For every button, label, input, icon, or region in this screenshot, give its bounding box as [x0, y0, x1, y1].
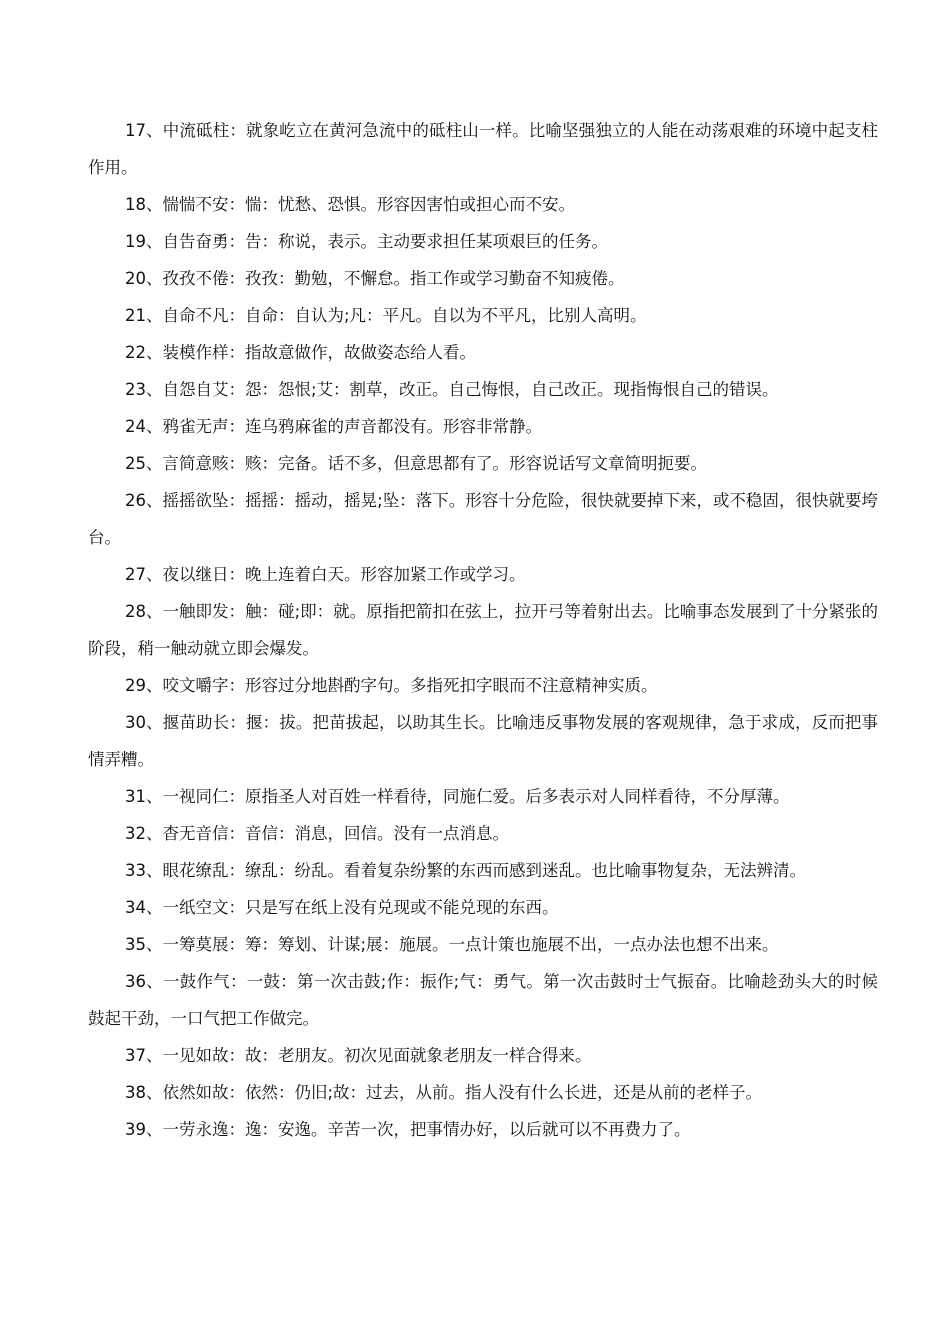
idiom-entry-36: 36、一鼓作气：一鼓：第一次击鼓;作：振作;气：勇气。第一次击鼓时士气振奋。比喻趁劲头大的时候鼓起干劲，一口气把工作做完。	[88, 972, 878, 1028]
idiom-entry-22: 22、装模作样：指故意做作，故做姿态给人看。	[125, 343, 476, 362]
idiom-entry-33: 33、眼花缭乱：缭乱：纷乱。看着复杂纷繁的东西而感到迷乱。也比喻事物复杂，无法辨清。	[125, 861, 806, 880]
idiom-list	[88, 112, 878, 1148]
idiom-entry-37: 37、一见如故：故：老朋友。初次见面就象老朋友一样合得来。	[125, 1046, 592, 1065]
idiom-entry-17: 17、中流砥柱：就象屹立在黄河急流中的砥柱山一样。比喻坚强独立的人能在动荡艰难的环境中起支柱作用。	[88, 121, 878, 177]
idiom-entry-29: 29、咬文嚼字：形容过分地斟酌字句。多指死扣字眼而不注意精神实质。	[125, 676, 658, 695]
idiom-entry-28: 28、一触即发：触：碰;即：就。原指把箭扣在弦上，拉开弓等着射出去。比喻事态发展到了十分紧张的阶段，稍一触动就立即会爆发。	[88, 602, 878, 658]
idiom-entry-31: 31、一视同仁：原指圣人对百姓一样看待，同施仁爱。后多表示对人同样看待，不分厚薄。	[125, 787, 790, 806]
idiom-entry-26: 26、摇摇欲坠：摇摇：摇动，摇晃;坠：落下。形容十分危险，很快就要掉下来，或不稳固，很快就要垮台。	[88, 491, 878, 547]
idiom-entry-21: 21、自命不凡：自命：自认为;凡：平凡。自以为不平凡，比别人高明。	[125, 306, 647, 325]
idiom-entry-30: 30、揠苗助长：揠：拔。把苗拔起，以助其生长。比喻违反事物发展的客观规律，急于求成，反而把事情弄糟。	[88, 713, 878, 769]
idiom-entry-23: 23、自怨自艾：怨：怨恨;艾：割草，改正。自己悔恨，自己改正。现指悔恨自己的错误。	[125, 380, 779, 399]
idiom-entry-19: 19、自告奋勇：告：称说，表示。主动要求担任某项艰巨的任务。	[125, 232, 608, 251]
idiom-entry-27: 27、夜以继日：晚上连着白天。形容加紧工作或学习。	[125, 565, 526, 584]
idiom-entry-32: 32、杳无音信：音信：消息，回信。没有一点消息。	[125, 824, 509, 843]
idiom-entry-20: 20、孜孜不倦：孜孜：勤勉，不懈怠。指工作或学习勤奋不知疲倦。	[125, 269, 625, 288]
idiom-entry-18: 18、惴惴不安：惴：忧愁、恐惧。形容因害怕或担心而不安。	[125, 195, 575, 214]
idiom-entry-34: 34、一纸空文：只是写在纸上没有兑现或不能兑现的东西。	[125, 898, 559, 917]
idiom-entry-38: 38、依然如故：依然：仍旧;故：过去，从前。指人没有什么长进，还是从前的老样子。	[125, 1083, 763, 1102]
idiom-entry-39: 39、一劳永逸：逸：安逸。辛苦一次，把事情办好，以后就可以不再费力了。	[125, 1120, 691, 1139]
idiom-entry-35: 35、一筹莫展：筹：筹划、计谋;展：施展。一点计策也施展不出，一点办法也想不出来。	[125, 935, 779, 954]
idiom-entry-24: 24、鸦雀无声：连乌鸦麻雀的声音都没有。形容非常静。	[125, 417, 542, 436]
idiom-entry-25: 25、言简意赅：赅：完备。话不多，但意思都有了。形容说话写文章简明扼要。	[125, 454, 707, 473]
